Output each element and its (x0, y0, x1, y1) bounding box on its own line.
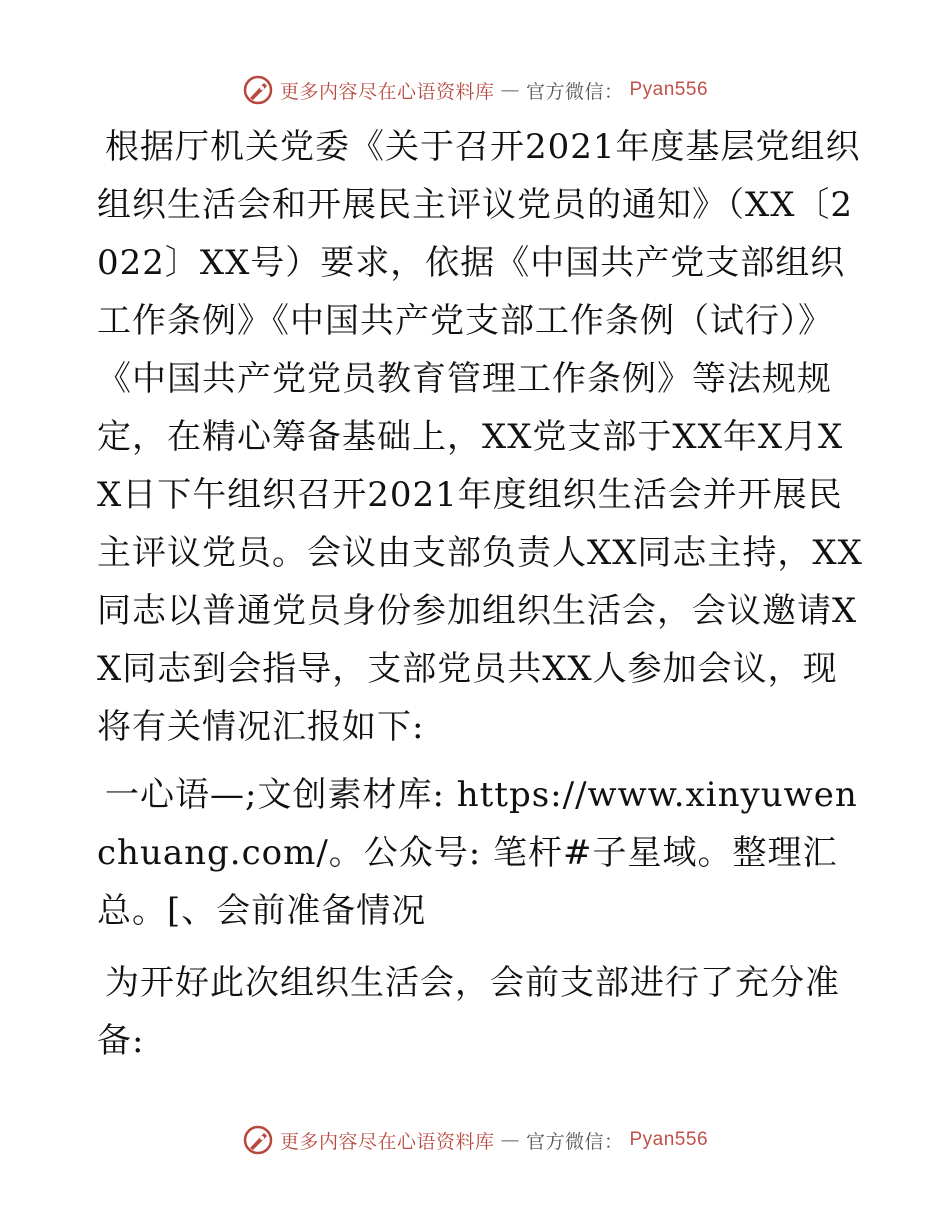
banner-main-text: 更多内容尽在心语资料库 (279, 1130, 495, 1153)
banner-wechat-label: 官方微信： (525, 1130, 624, 1153)
banner-wechat-id: Pyan556 (629, 1129, 709, 1150)
paragraph-section-heading: 一心语—;文创素材库: https://www.xinyuwenchuang.com/。公众号: 笔杆#子星域。整理汇总。[、会前准备情况 (97, 775, 858, 931)
paragraph-intro: 根据厅机关党委《关于召开2021年度基层党组织组织生活会和开展民主评议党员的通知》（XX〔2022〕XX号）要求，依据《中国共产党支部组织工作条例》《中国共产党支部工作条例（试行）》《中国共产党党员教育管理工作条例》等法规规定，在精心筹备基础上，XX党支部于XX年X月XX日下午组织召开2021年度组织生活会并开展民主评议党员。会议由支部负责人XX同志主持，XX同志以普通党员身份参加组织生活会，会议邀请XX同志到会指导，支部党员共XX人参加会议，现将有关情况汇报如下: (97, 127, 863, 747)
banner-wechat-id: Pyan556 (629, 79, 709, 100)
paragraph-preparation: 为开好此次组织生活会，会前支部进行了充分准备: (97, 963, 840, 1061)
pen-nib-circle-icon (242, 74, 274, 106)
header-banner (0, 70, 950, 110)
banner-separator: — (500, 1129, 520, 1151)
banner-separator: — (500, 79, 520, 101)
banner-wechat-label: 官方微信： (525, 80, 624, 103)
banner-main-text: 更多内容尽在心语资料库 (279, 80, 495, 103)
footer-banner (0, 1120, 950, 1160)
document-body (97, 118, 867, 1070)
pen-nib-circle-icon (242, 1124, 274, 1156)
